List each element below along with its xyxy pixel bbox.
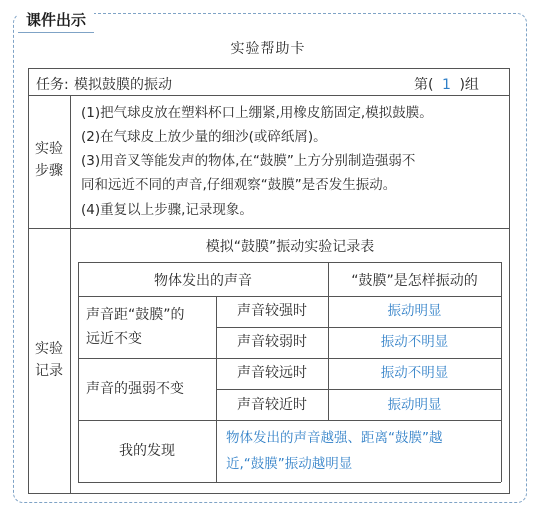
group-number-field — [414, 76, 479, 94]
header-sound: 物体发出的声音 — [154, 273, 252, 289]
inner-table-right — [501, 262, 502, 482]
steps-side-label-1: 实验 — [35, 141, 63, 157]
step-line: 同和远近不同的声音,仔细观察“鼓膜”是否发生振动。 — [81, 177, 397, 193]
divider-steps — [28, 228, 510, 229]
finding-text-1: 物体发出的声音越强、距离“鼓膜”越 — [226, 430, 443, 446]
steps-side-label-2: 步骤 — [35, 163, 63, 179]
finding-divider — [78, 420, 501, 421]
steps-side-label — [28, 138, 70, 182]
divider-task — [28, 95, 510, 96]
group-divider — [78, 358, 501, 359]
courseware-badge: 课件出示 — [18, 8, 94, 33]
condition-cell: 声音较强时 — [237, 303, 307, 319]
result-cell: 振动不明显 — [380, 365, 449, 381]
inner-table-bottom — [78, 482, 501, 483]
group1-label-1: 声音距“鼓膜”的 — [86, 307, 185, 323]
group-prefix: 第( — [414, 77, 434, 93]
result-cell: 振动不明显 — [380, 334, 449, 350]
step-line: (4)重复以上步骤,记录现象。 — [81, 202, 253, 218]
step-line: (3)用音叉等能发声的物体,在“鼓膜”上方分别制造强弱不 — [81, 153, 416, 169]
task-name: 模拟鼓膜的振动 — [74, 77, 172, 93]
condition-cell: 声音较弱时 — [237, 334, 307, 350]
record-side-label-2: 记录 — [35, 363, 63, 379]
group-suffix: )组 — [459, 77, 479, 93]
card-title: 实验帮助卡 — [230, 41, 306, 57]
finding-column-divider — [216, 420, 217, 482]
group-number: 1 — [442, 77, 451, 93]
record-table-title: 模拟“鼓膜”振动实验记录表 — [205, 239, 375, 255]
group1-label-2: 远近不变 — [86, 331, 142, 347]
finding-text-2: 近,“鼓膜”振动越明显 — [226, 456, 353, 472]
row-divider — [216, 389, 501, 390]
record-side-label — [28, 338, 70, 382]
header-divider — [78, 296, 501, 297]
result-cell: 振动明显 — [387, 397, 442, 413]
condition-cell: 声音较远时 — [237, 365, 307, 381]
condition-cell: 声音较近时 — [237, 397, 307, 413]
task-label: 任务: — [36, 77, 69, 93]
header-vibration: “鼓膜”是怎样振动的 — [351, 273, 478, 289]
step-line: (1)把气球皮放在塑料杯口上绷紧,用橡皮筋固定,模拟鼓膜。 — [81, 105, 433, 121]
step-line: (2)在气球皮上放少量的细沙(或碎纸屑)。 — [81, 129, 327, 145]
label-column-divider — [70, 95, 71, 494]
finding-label: 我的发现 — [119, 443, 175, 459]
result-cell: 振动明显 — [387, 303, 442, 319]
record-side-label-1: 实验 — [35, 341, 63, 357]
row-divider — [216, 327, 501, 328]
inner-table-top — [78, 262, 501, 263]
group2-label: 声音的强弱不变 — [86, 381, 184, 397]
